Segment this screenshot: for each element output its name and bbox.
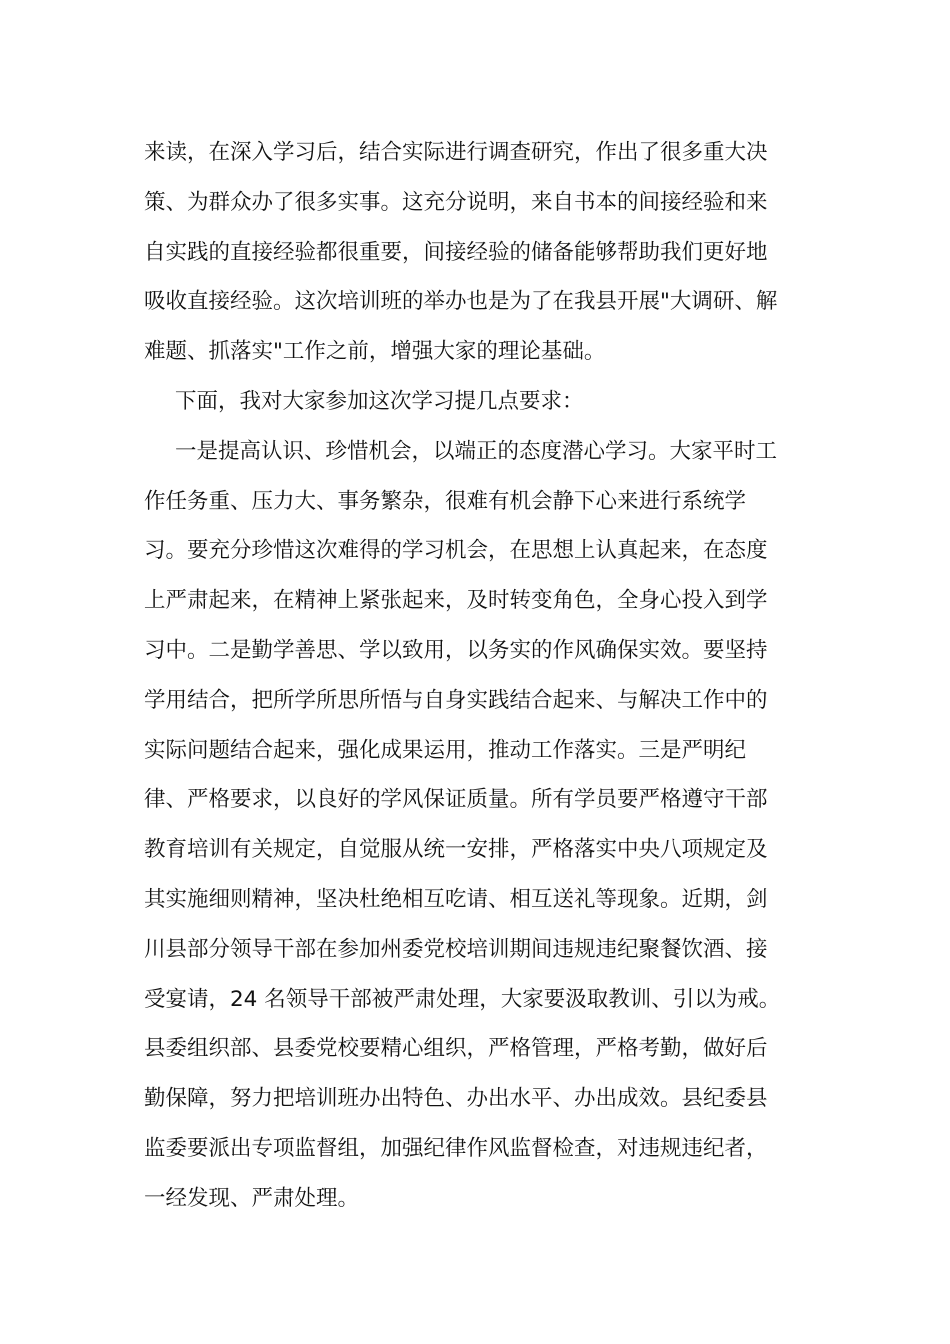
text-line: 作任务重、压力大、事务繁杂，很难有机会静下心来进行系统学 (144, 488, 747, 514)
text-line: 自实践的直接经验都很重要，间接经验的储备能够帮助我们更好地 (144, 239, 768, 265)
text-line: 来读，在深入学习后，结合实际进行调查研究，作出了很多重大决 (144, 140, 768, 165)
text-line: 县委组织部、县委党校要精心组织，严格管理，严格考勤，做好后 (144, 1036, 768, 1062)
text-line: 一经发现、严肃处理。 (144, 1185, 360, 1211)
text-line: 习中。二是勤学善思、学以致用，以务实的作风确保实效。要坚持 (144, 637, 768, 663)
text-line: 教育培训有关规定，自觉服从统一安排，严格落实中央八项规定及 (144, 837, 768, 863)
text-line: 勤保障，努力把培训班办出特色、办出水平、办出成效。县纪委县 (144, 1086, 768, 1112)
text-line: 策、为群众办了很多实事。这充分说明，来自书本的间接经验和来 (144, 189, 768, 215)
text-line: 川县部分领导干部在参加州委党校培训期间违规违纪聚餐饮酒、接 (144, 936, 768, 962)
text-line: 难题、抓落实"工作之前，增强大家的理论基础。 (144, 339, 606, 365)
body-text (144, 128, 810, 1224)
text-line: 监委要派出专项监督组，加强纪律作风监督检查，对违规违纪者， (144, 1135, 768, 1161)
text-line: 下面，我对大家参加这次学习提几点要求： (175, 388, 584, 414)
text-line: 实际问题结合起来，强化成果运用，推动工作落实。三是严明纪 (144, 737, 747, 763)
text-line: 吸收直接经验。这次培训班的举办也是为了在我县开展"大调研、解 (144, 289, 778, 315)
text-line: 受宴请，24 名领导干部被严肃处理，大家要汲取教训、引以为戒。 (144, 986, 781, 1012)
text-line: 习。要充分珍惜这次难得的学习机会，在思想上认真起来，在态度 (144, 538, 768, 564)
text-line: 一是提高认识、珍惜机会，以端正的态度潜心学习。大家平时工 (175, 438, 778, 464)
text-line: 学用结合，把所学所思所悟与自身实践结合起来、与解决工作中的 (144, 687, 768, 713)
text-line: 其实施细则精神，坚决杜绝相互吃请、相互送礼等现象。近期，剑 (144, 886, 768, 912)
text-line: 律、严格要求，以良好的学风保证质量。所有学员要严格遵守干部 (144, 787, 768, 813)
text-line: 上严肃起来，在精神上紧张起来，及时转变角色，全身心投入到学 (144, 588, 768, 614)
